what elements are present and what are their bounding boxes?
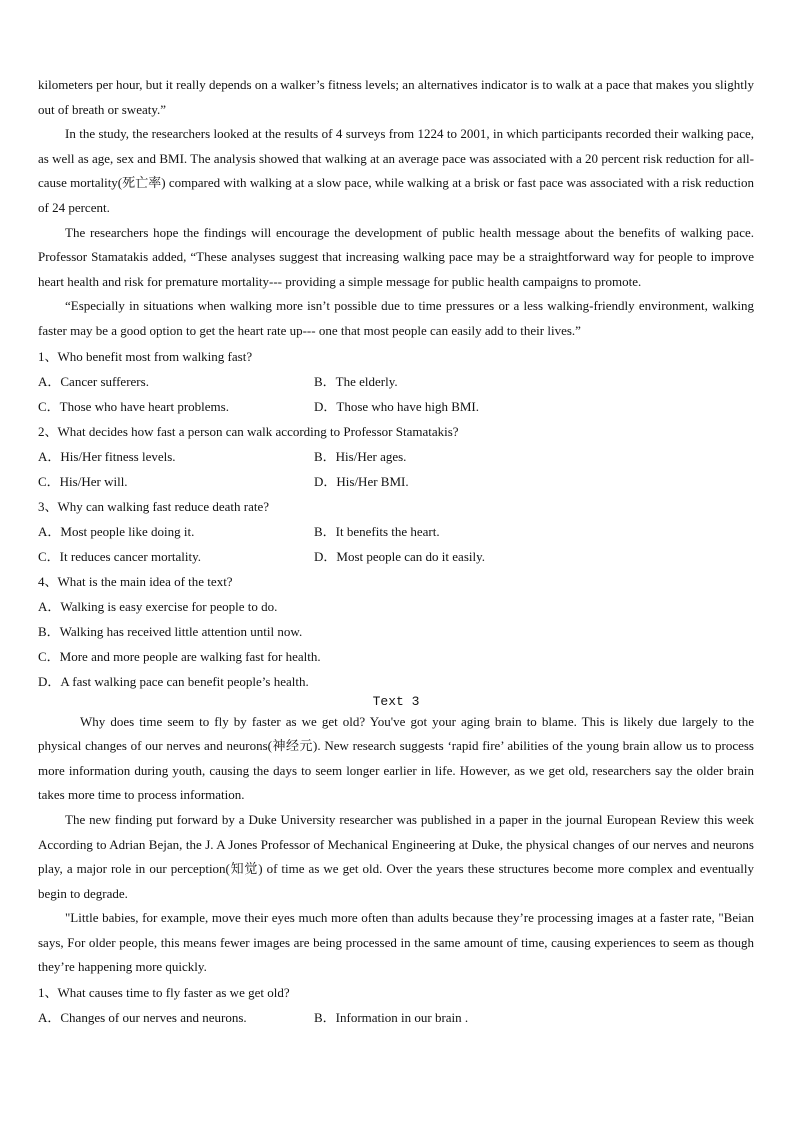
option-b: B．Walking has received little attention until now. — [38, 623, 303, 639]
option-a: A．His/Her fitness levels. — [38, 448, 176, 464]
option-b: B．It benefits the heart. — [314, 523, 440, 539]
passage3-title: Text 3 — [372, 693, 420, 709]
option-d: D．His/Her BMI. — [314, 473, 409, 489]
option-a: A．Changes of our nerves and neurons. — [38, 1010, 247, 1026]
question-stem: 4、What is the main idea of the text? — [38, 573, 233, 589]
option-c: C．Those who have heart problems. — [38, 398, 229, 414]
option-d: D．Most people can do it easily. — [314, 548, 486, 564]
option-b: B．His/Her ages. — [314, 448, 407, 464]
passage2-question-3 — [38, 494, 754, 569]
question-stem: 3、Why can walking fast reduce death rate? — [38, 498, 270, 514]
document-page — [38, 73, 754, 1030]
passage3-paragraph: The new finding put forward by a Duke University researcher was published in a paper in the journal European Review this week According to Adrian Bejan, the J. A Jones Professor of Mechanical Engineering at Duke, the physical changes of our nerves and neurons play, a major role in our perception(知觉) of time as we get old. Over the years these structures become more complex and eventually begin to degrade. — [38, 811, 754, 901]
passage3-question-1 — [38, 980, 754, 1030]
option-d: D．Those who have high BMI. — [314, 398, 480, 414]
option-c: C．It reduces cancer mortality. — [38, 548, 202, 564]
question-stem: 1、Who benefit most from walking fast? — [38, 348, 253, 364]
passage2-paragraph: “Especially in situations when walking more isn’t possible due to time pressures or a less walking-friendly environment, walking faster may be a good option to get the heart rate up--- one that most people can easily add to their lives.” — [38, 298, 754, 338]
passage3-paragraph: "Little babies, for example, move their eyes much more often than adults because they’re processing images at a faster rate, "Beian says, For older people, this means fewer images are being processed in the same amount of time, causing experiences to seem as though they’re happening more quickly. — [38, 910, 754, 975]
option-a: A．Most people like doing it. — [38, 523, 195, 539]
passage2-question-2 — [38, 419, 754, 494]
option-b: B．The elderly. — [314, 373, 398, 389]
passage2-paragraph: The researchers hope the findings will encourage the development of public health message about the benefits of walking pace. Professor Stamatakis added, “These analyses suggest that increasing walking pace may be a straightforward way for people to improve heart health and risk for premature mortality--- providing a simple message for public health campaigns to promote. — [38, 224, 754, 289]
option-d: D．A fast walking pace can benefit people’s health. — [38, 673, 309, 689]
question-stem: 2、What decides how fast a person can walk according to Professor Stamatakis? — [38, 423, 459, 439]
passage3-paragraph: Why does time seem to fly by faster as we get old? You've got your aging brain to blame. This is likely due largely to the physical changes of our nerves and neurons(神经元). New research suggests ‘rapid fire’ abilities of the young brain allow us to process more information during youth, causing the days to seem longer earlier in life. However, as we get old, researchers say the older brain takes more time to process information. — [38, 713, 754, 803]
option-a: A．Cancer sufferers. — [38, 373, 149, 389]
option-a: A．Walking is easy exercise for people to do. — [38, 598, 278, 614]
passage2-paragraph: In the study, the researchers looked at the results of 4 surveys from 1224 to 2001, in which participants recorded their walking pace, as well as age, sex and BMI. The analysis showed that walking at an average pace was associated with a 20 percent risk reduction for all-cause mortality(死亡率) compared with walking at a slow pace, while walking at a brisk or fast pace was associated with a risk reduction of 24 percent. — [38, 126, 754, 215]
option-c: C．His/Her will. — [38, 473, 128, 489]
passage2-question-4 — [38, 569, 754, 694]
option-c: C．More and more people are walking fast for health. — [38, 648, 321, 664]
question-stem: 1、What causes time to fly faster as we get old? — [38, 985, 290, 1001]
option-b: B．Information in our brain . — [314, 1010, 469, 1026]
passage2-question-1 — [38, 344, 754, 419]
passage2-continuation: kilometers per hour, but it really depends on a walker’s fitness levels; an alternatives indicator is to walk at a pace that makes you slightly out of breath or sweaty.” — [38, 77, 754, 117]
